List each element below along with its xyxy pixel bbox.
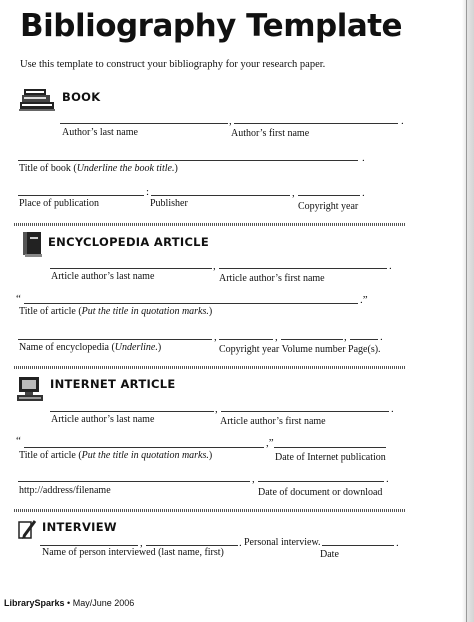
books-icon bbox=[18, 86, 56, 121]
colon: : bbox=[146, 186, 150, 198]
section-divider bbox=[14, 223, 406, 226]
pencil-icon bbox=[16, 518, 38, 547]
book-copyright-line[interactable] bbox=[298, 195, 360, 196]
comma: , bbox=[252, 473, 255, 485]
book-heading: BOOK bbox=[62, 90, 101, 104]
section-divider bbox=[14, 366, 406, 369]
enc-author-first-label: Article author’s first name bbox=[219, 273, 325, 284]
comma: , bbox=[292, 187, 295, 199]
web-author-first-line[interactable] bbox=[221, 411, 389, 412]
personal-interview-label: Personal interview. bbox=[244, 537, 321, 548]
period: . bbox=[389, 260, 392, 272]
computer-icon bbox=[16, 375, 46, 408]
web-pubdate-line[interactable] bbox=[274, 447, 386, 448]
footer-brand: LibrarySparks bbox=[4, 598, 65, 608]
web-author-last-line[interactable] bbox=[50, 411, 214, 412]
comma: , bbox=[215, 403, 218, 415]
book-title-line[interactable] bbox=[18, 160, 358, 161]
enc-name-label: Name of encyclopedia (Underline.) bbox=[19, 342, 162, 353]
period: . bbox=[396, 537, 399, 549]
interview-name-label: Name of person interviewed (last name, first) bbox=[42, 547, 224, 558]
enc-copyright-volume-pages-label: Copyright year Volume number Page(s). bbox=[219, 344, 381, 355]
interview-first-line[interactable] bbox=[146, 545, 238, 546]
section-divider bbox=[14, 509, 406, 512]
enc-volume-line[interactable] bbox=[281, 339, 343, 340]
period: . bbox=[239, 537, 242, 549]
footer-bullet: • bbox=[67, 598, 71, 608]
interview-last-line[interactable] bbox=[40, 545, 138, 546]
period: . bbox=[380, 331, 383, 343]
page-title: Bibliography Template bbox=[20, 8, 403, 44]
enc-name-line[interactable] bbox=[18, 339, 212, 340]
web-title-label: Title of article (Put the title in quotation marks.) bbox=[19, 450, 213, 461]
comma: , bbox=[229, 115, 232, 127]
open-quote: “ bbox=[16, 435, 21, 447]
book-author-last-line[interactable] bbox=[60, 123, 228, 124]
footer-credit bbox=[4, 598, 134, 608]
period: . bbox=[391, 403, 394, 415]
footer-issue: May/June 2006 bbox=[72, 598, 135, 608]
enc-author-last-line[interactable] bbox=[50, 268, 212, 269]
web-author-first-label: Article author’s first name bbox=[220, 416, 326, 427]
period: . bbox=[386, 473, 389, 485]
book-author-first-line[interactable] bbox=[234, 123, 398, 124]
book-author-last-label: Author’s last name bbox=[62, 127, 138, 138]
comma: , bbox=[140, 537, 143, 549]
enc-author-first-line[interactable] bbox=[219, 268, 387, 269]
encyclopedia-heading: ENCYCLOPEDIA ARTICLE bbox=[48, 235, 209, 249]
book-copyright-label: Copyright year bbox=[298, 201, 359, 212]
enc-pages-line[interactable] bbox=[350, 339, 378, 340]
page-edge-shadow bbox=[462, 0, 474, 622]
enc-author-last-label: Article author’s last name bbox=[51, 271, 155, 282]
book-icon bbox=[20, 230, 44, 263]
book-publisher-line[interactable] bbox=[151, 195, 290, 196]
interview-date-line[interactable] bbox=[322, 545, 394, 546]
book-place-line[interactable] bbox=[18, 195, 144, 196]
book-author-first-label: Author’s first name bbox=[231, 128, 310, 139]
enc-title-label: Title of article (Put the title in quotation marks.) bbox=[19, 306, 213, 317]
web-url-label: http://address/filename bbox=[19, 485, 111, 496]
open-quote: “ bbox=[16, 293, 21, 305]
comma: , bbox=[275, 331, 278, 343]
book-place-label: Place of publication bbox=[19, 198, 99, 209]
web-url-line[interactable] bbox=[18, 481, 250, 482]
close-quote: ,” bbox=[266, 437, 274, 449]
internet-heading: INTERNET ARTICLE bbox=[50, 377, 176, 391]
web-pubdate-label: Date of Internet publication bbox=[275, 452, 386, 463]
intro-text: Use this template to construct your bibliography for your research paper. bbox=[20, 59, 326, 70]
close-quote: .” bbox=[360, 294, 368, 306]
period: . bbox=[362, 152, 365, 164]
book-title-label: Title of book (Underline the book title.) bbox=[19, 163, 178, 174]
period: . bbox=[401, 115, 404, 127]
interview-heading: INTERVIEW bbox=[42, 520, 117, 534]
enc-copyright-line[interactable] bbox=[219, 339, 273, 340]
enc-title-line[interactable] bbox=[24, 303, 358, 304]
page-edge-rule bbox=[466, 0, 467, 622]
comma: , bbox=[344, 331, 347, 343]
comma: , bbox=[213, 260, 216, 272]
web-title-line[interactable] bbox=[24, 447, 264, 448]
comma: , bbox=[214, 331, 217, 343]
web-author-last-label: Article author’s last name bbox=[51, 414, 155, 425]
book-publisher-label: Publisher bbox=[150, 198, 188, 209]
period: . bbox=[362, 187, 365, 199]
interview-date-label: Date bbox=[320, 549, 339, 560]
web-docdate-line[interactable] bbox=[258, 481, 384, 482]
web-docdate-label: Date of document or download bbox=[258, 487, 383, 498]
